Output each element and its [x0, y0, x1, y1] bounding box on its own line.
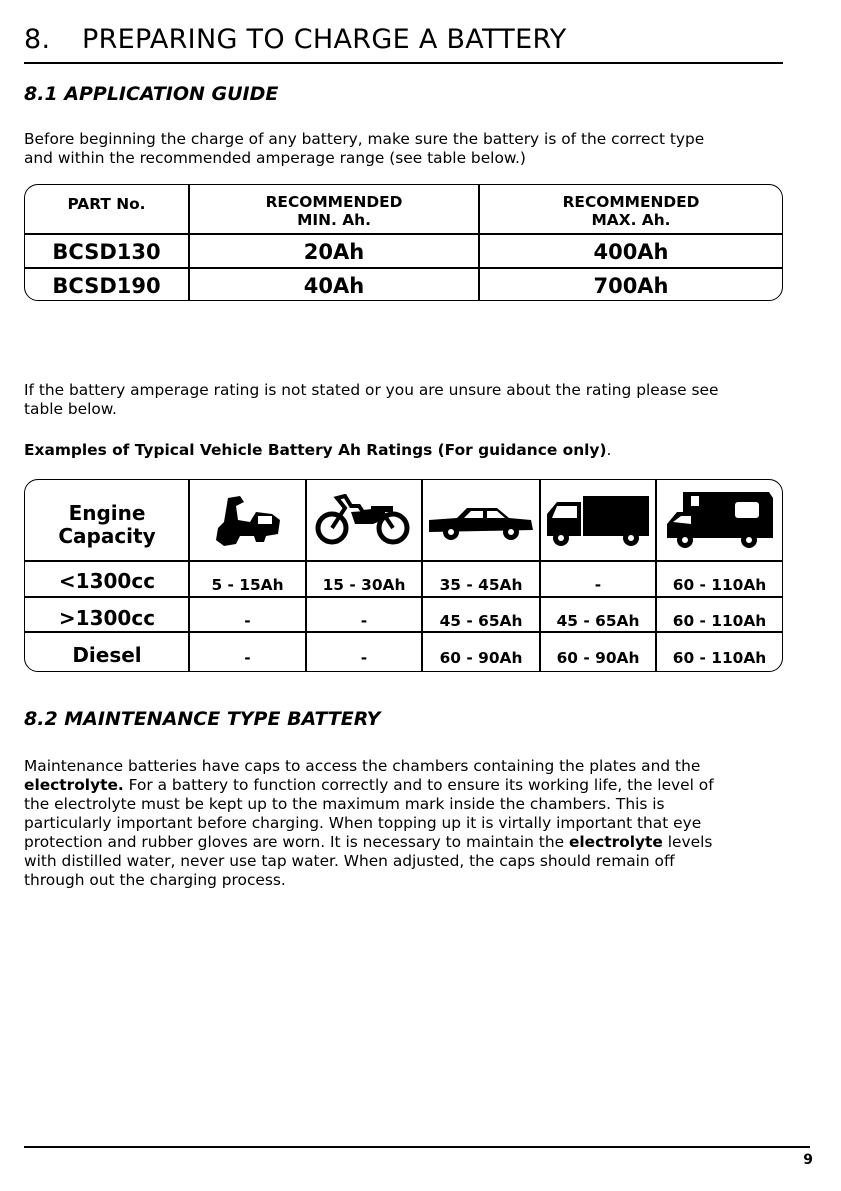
line-text: Maintenance batteries have caps to access the chambers containing the plates and the: [24, 757, 701, 775]
table-caption-text: Examples of Typical Vehicle Battery Ah Ratings (For guidance only): [24, 441, 607, 459]
table-cell-value: -: [360, 612, 368, 630]
table-divider: [25, 631, 782, 633]
engine-header-line2: Capacity: [58, 524, 156, 548]
section-title-maintenance: 8.2 MAINTENANCE TYPE BATTERY: [24, 708, 381, 730]
table-cell-value: 5 - 15Ah: [211, 576, 284, 594]
table-cell-value: 45 - 65Ah: [556, 612, 640, 630]
unsure-line: table below.: [24, 400, 117, 418]
intro-paragraph: [24, 130, 704, 168]
line-text: with distilled water, never use tap water. When adjusted, the caps should remain off: [24, 852, 675, 870]
chapter-title: PREPARING TO CHARGE A BATTERY: [82, 24, 567, 55]
section-title-application-guide: 8.1 APPLICATION GUIDE: [24, 83, 279, 105]
col-header-min-line1: RECOMMENDED: [265, 193, 403, 211]
table-cell-value: -: [360, 649, 368, 667]
intro-line: Before beginning the charge of any battery, make sure the battery is of the correct type: [24, 130, 705, 148]
col-header-min: [190, 193, 478, 229]
table-cell-value: 60 - 90Ah: [556, 649, 640, 667]
line-text: For a battery to function correctly and to ensure its working life, the level of: [123, 776, 714, 794]
car-icon: [427, 502, 535, 542]
maintenance-line: [24, 833, 714, 852]
unsure-paragraph: [24, 381, 718, 419]
table-cell-min: 40Ah: [303, 274, 365, 298]
col-header-min-line2: MIN. Ah.: [297, 211, 371, 229]
intro-line: and within the recommended amperage range (see table below.): [24, 149, 526, 167]
table-cell-max: 700Ah: [593, 274, 669, 298]
table-cell-value: 60 - 110Ah: [672, 649, 767, 667]
table-cell-value: -: [244, 649, 251, 667]
motorcycle-icon: [315, 494, 411, 546]
maintenance-line: [24, 871, 714, 890]
row-label-under-1300: <1300cc: [58, 569, 156, 593]
engine-header-line1: Engine: [68, 501, 146, 525]
table-cell-value: 60 - 110Ah: [672, 576, 767, 594]
maintenance-line: [24, 795, 714, 814]
unsure-line: If the battery amperage rating is not stated or you are unsure about the rating please see: [24, 381, 719, 399]
recommended-range-table: [24, 184, 783, 301]
maintenance-line: [24, 814, 714, 833]
table-cell-max: 400Ah: [593, 240, 669, 264]
line-text: protection and rubber gloves are worn. It is necessary to maintain the: [24, 833, 569, 851]
scooter-icon: [210, 492, 284, 550]
vehicle-ah-table: [24, 479, 783, 672]
row-label-diesel: Diesel: [72, 643, 142, 667]
line-text: levels: [662, 833, 713, 851]
table-divider: [25, 233, 782, 235]
col-header-max-line2: MAX. Ah.: [591, 211, 671, 229]
col-header-part-no: PART No.: [67, 195, 146, 213]
table-cell-part: BCSD130: [52, 240, 161, 264]
col-header-max: [480, 193, 782, 229]
table-cell-value: -: [244, 612, 251, 630]
line-text: through out the charging process.: [24, 871, 286, 889]
maintenance-line: [24, 852, 714, 871]
page-number: 9: [803, 1152, 813, 1168]
table-caption-period: .: [606, 441, 612, 459]
line-text: the electrolyte must be kept up to the maximum mark inside the chambers. This is: [24, 795, 665, 813]
table-cell-value: 60 - 110Ah: [672, 612, 767, 630]
table-cell-min: 20Ah: [303, 240, 365, 264]
line-text: particularly important before charging. When topping up it is virtally important that eye: [24, 814, 702, 832]
chapter-number: 8.: [24, 24, 51, 55]
table-divider: [25, 267, 782, 269]
table-cell-value: 35 - 45Ah: [439, 576, 523, 594]
electrolyte-term: electrolyte: [568, 833, 663, 851]
table-cell-value: 15 - 30Ah: [322, 576, 406, 594]
maintenance-line: [24, 757, 714, 776]
table-divider: [25, 596, 782, 598]
footer-rule: [24, 1146, 810, 1148]
heading-rule: [24, 62, 783, 64]
page-heading: [24, 24, 567, 55]
table-caption: [24, 441, 611, 459]
electrolyte-term: electrolyte.: [24, 776, 124, 794]
maintenance-line: [24, 776, 714, 795]
engine-capacity-header: [25, 502, 189, 548]
van-icon: [543, 492, 651, 548]
motorhome-icon: [665, 488, 775, 552]
table-cell-value: 45 - 65Ah: [439, 612, 523, 630]
table-cell-value: 60 - 90Ah: [439, 649, 523, 667]
col-header-max-line1: RECOMMENDED: [562, 193, 700, 211]
table-divider: [25, 560, 782, 562]
row-label-over-1300: >1300cc: [58, 606, 156, 630]
table-cell-part: BCSD190: [52, 274, 161, 298]
maintenance-paragraph: [24, 757, 714, 890]
table-cell-value: -: [594, 576, 602, 594]
